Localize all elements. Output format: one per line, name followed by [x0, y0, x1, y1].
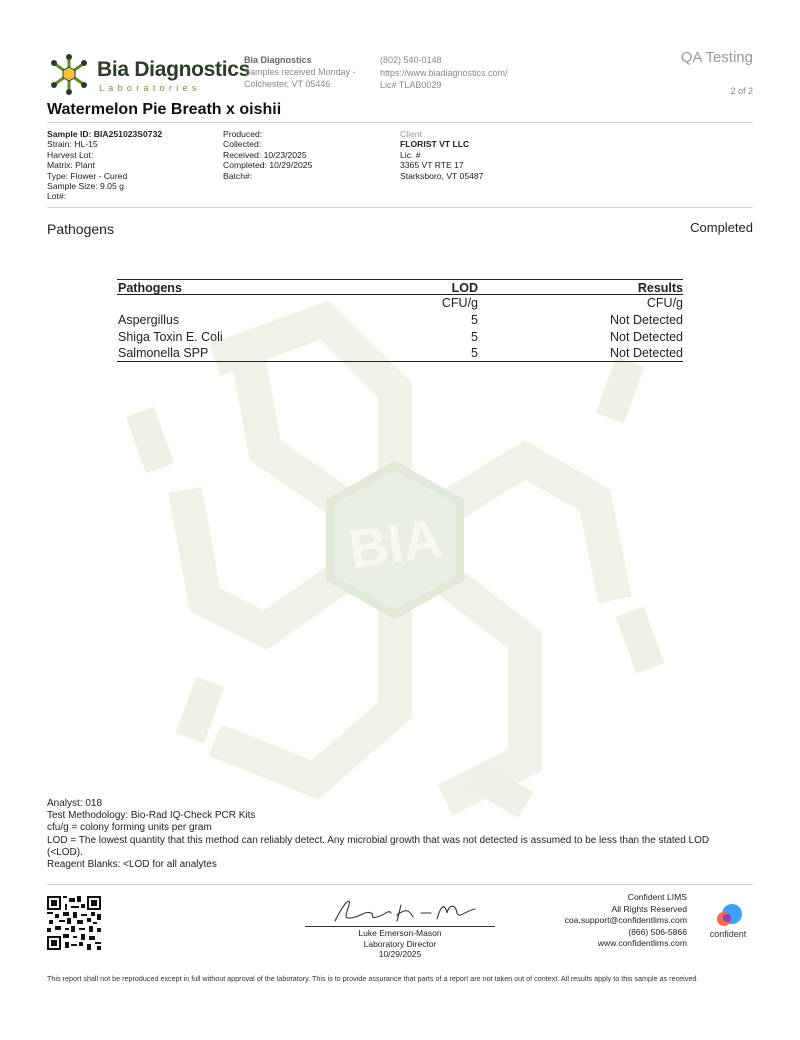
director-name: Luke Emerson-Mason [358, 928, 442, 938]
pathogens-table [117, 279, 683, 362]
lab-website[interactable]: https://www.biadiagnostics.com/ [380, 67, 508, 78]
confident-circles-icon [704, 903, 752, 929]
unit-results: CFU/g [646, 296, 683, 310]
page-indicator: 2 of 2 [730, 86, 753, 96]
analyst-id: Analyst: 018 [47, 798, 103, 809]
report-notes [47, 798, 747, 871]
lims-name: Confident LIMS [627, 892, 687, 902]
divider [47, 122, 753, 123]
batch-number: Batch#: [223, 170, 253, 181]
analyte-lod: 5 [471, 329, 478, 344]
lims-phone: (866) 506-5866 [628, 926, 687, 937]
lab-address: Colchester, VT 05446 [244, 79, 331, 89]
signature-line [305, 926, 495, 927]
cfu-definition: cfu/g = colony forming units per gram [47, 822, 212, 834]
director-signature-block [305, 895, 495, 965]
header-pathogens: Pathogens [118, 281, 182, 295]
confident-logo [704, 903, 752, 943]
header-lod: LOD [451, 281, 478, 295]
signature-date: 10/29/2025 [378, 949, 422, 959]
section-title: Pathogens [47, 221, 114, 237]
lab-info [244, 54, 374, 90]
date-completed: Completed: 10/29/2025 [223, 160, 313, 171]
client-address-line1: 3365 VT RTE 17 [400, 160, 464, 171]
lims-rights: All Rights Reserved [611, 903, 687, 914]
lims-info [565, 892, 687, 950]
product-title: Watermelon Pie Breath x oishii [47, 101, 282, 118]
client-name: FLORIST VT LLC [400, 139, 470, 150]
analyte-result: Not Detected [610, 346, 683, 361]
table-row [117, 329, 683, 346]
analyte-name: Salmonella SPP [118, 346, 209, 361]
sample-matrix: Matrix: Plant [47, 160, 95, 171]
analyte-lod: 5 [471, 312, 478, 327]
lab-contact [380, 54, 508, 92]
lab-name: Bia Diagnostics [244, 55, 312, 65]
client-license: Lic. # [400, 149, 421, 160]
table-units-row [117, 295, 683, 312]
unit-lod: CFU/g [441, 296, 478, 310]
table-row [117, 345, 683, 362]
logo-subtitle: Laboratories [99, 83, 201, 93]
lims-website[interactable]: www.confidentlims.com [597, 938, 687, 949]
client-info [400, 129, 483, 181]
sample-dates [223, 129, 312, 181]
lab-logo [47, 52, 251, 98]
client-label: Client [400, 129, 422, 139]
lab-phone: (802) 540-0148 [380, 55, 442, 65]
reagent-blanks: Reagent Blanks: <LOD for all analytes [47, 859, 217, 871]
report-disclaimer: This report shall not be reproduced except in full without approval of the laboratory. This is to provide assurance that parts of a report are not taken out of context. All results apply to this sample as received. [47, 974, 699, 983]
confident-wordmark: confident [709, 929, 747, 939]
date-received: Received: 10/23/2025 [223, 149, 307, 160]
svg-text:BIA: BIA [345, 507, 446, 581]
test-methodology: Test Methodology: Bio-Rad IQ-Check PCR Kits [47, 810, 256, 822]
analyte-lod: 5 [471, 346, 478, 361]
handwritten-signature-icon [305, 895, 495, 927]
lod-definition: LOD = The lowest quantity that this method can reliably detect. Any microbial growth that was not detected is assumed to be less than the stated LOD (<LOD). [47, 834, 710, 858]
lab-license: Lic# TLAB0029 [380, 80, 442, 90]
analyte-result: Not Detected [610, 312, 683, 327]
sample-harvest-lot: Harvest Lot: [47, 149, 94, 160]
date-produced: Produced: [223, 129, 263, 139]
analyte-result: Not Detected [610, 329, 683, 344]
logo-name: Bia Diagnostics [97, 58, 251, 81]
sample-lot: Lot#: [47, 191, 67, 202]
client-address-line2: Starksboro, VT 05487 [400, 170, 484, 181]
sample-strain: Strain: HL-15 [47, 139, 98, 150]
lab-schedule: Samples received Monday - [244, 67, 356, 77]
table-row [117, 312, 683, 329]
doc-type-label: QA Testing [680, 49, 753, 66]
divider [47, 884, 753, 885]
lims-email[interactable]: coa.support@confidentlims.com [564, 915, 687, 926]
divider [47, 207, 753, 208]
analyte-name: Aspergillus [118, 312, 180, 327]
sample-type: Type: Flower - Cured [47, 170, 128, 181]
bia-molecule-icon [47, 52, 91, 96]
section-status: Completed [690, 220, 753, 235]
sample-info [47, 129, 162, 202]
signature-details [305, 928, 495, 960]
qr-code-icon[interactable] [47, 896, 101, 950]
table-header-row [117, 279, 683, 295]
sample-id: Sample ID: BIA251023S0732 [47, 129, 163, 139]
date-collected: Collected: [223, 139, 262, 150]
sample-size: Sample Size: 9.05 g [47, 181, 124, 192]
analyte-name: Shiga Toxin E. Coli [118, 329, 223, 344]
header-results: Results [637, 281, 683, 295]
director-role: Laboratory Director [363, 938, 437, 949]
